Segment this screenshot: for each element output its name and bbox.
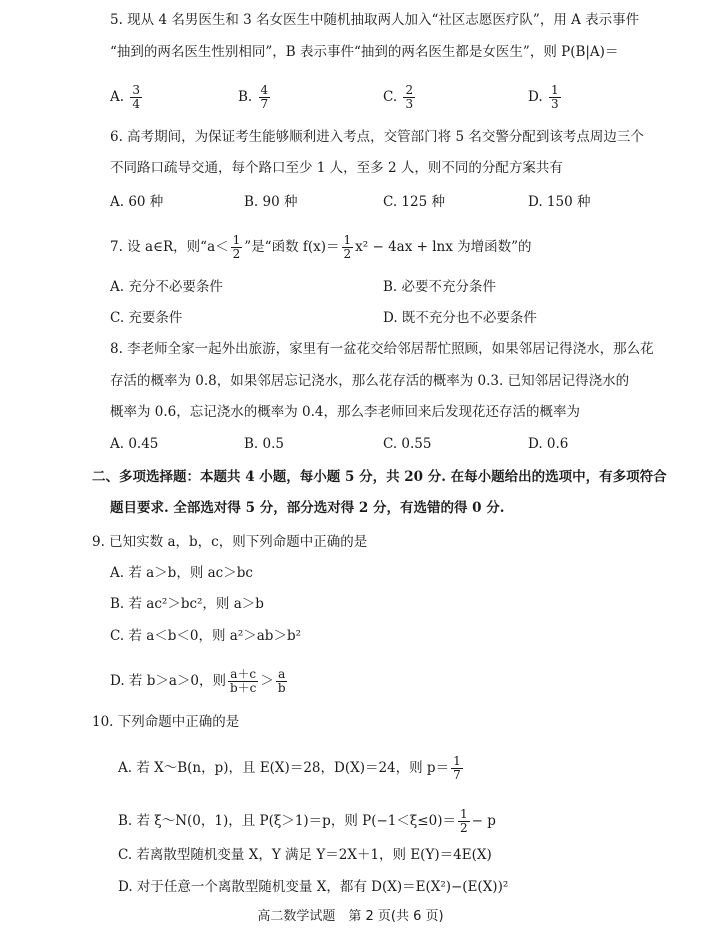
- q10-option-a: [118, 755, 465, 782]
- q9-stem: 9. 已知实数 a，b，c，则下列命题中正确的是: [92, 534, 368, 550]
- q5-option-a-label: A.: [110, 89, 125, 105]
- q7-option-d: D. 既不充分也不必要条件: [383, 310, 537, 326]
- q5-option-b: [238, 84, 272, 111]
- q5-option-c: [383, 84, 417, 111]
- q10-option-b: [118, 808, 496, 835]
- q7-stem: [110, 234, 532, 261]
- q7-stem-mid: ”是“函数 f(x)＝: [244, 239, 340, 255]
- q10-option-a-pre: A. 若 X～B(n，p)，且 E(X)＝28，D(X)＝24，则 p＝: [118, 760, 450, 776]
- q8-option-d: D. 0.6: [528, 436, 569, 452]
- q10-option-b-fraction: $\frac{1}{2}$: [459, 807, 468, 835]
- q9-option-c: C. 若 a＜b＜0，则 a²＞ab＞b²: [110, 628, 301, 644]
- page-footer: 高二数学试题 第 2 页(共 6 页): [257, 909, 444, 924]
- q5-option-c-label: C.: [383, 89, 398, 105]
- q8-option-b: B. 0.5: [244, 436, 284, 452]
- q9-option-d-fraction-1: $\frac{a+c}{b+c}$: [230, 667, 257, 695]
- q9-option-d-gt: ＞: [260, 673, 274, 689]
- q9-option-d: [110, 668, 290, 695]
- q8-option-a: A. 0.45: [110, 436, 159, 452]
- q5-option-b-label: B.: [238, 89, 253, 105]
- q10-option-c: C. 若离散型随机变量 X，Y 满足 Y＝2X＋1，则 E(Y)＝4E(X): [118, 847, 492, 863]
- q5-option-d-label: D.: [528, 89, 543, 105]
- q5-option-a: [110, 84, 144, 111]
- q6-option-b: B. 90 种: [244, 194, 298, 210]
- q5-option-c-fraction: $\frac{2}{3}$: [405, 83, 414, 111]
- q10-option-d: D. 对于任意一个离散型随机变量 X，都有 D(X)＝E(X²)−(E(X))²: [118, 879, 509, 895]
- q10-stem: 10. 下列命题中正确的是: [92, 714, 240, 730]
- section-2-heading-line2: 题目要求. 全部选对得 5 分，部分选对得 2 分，有选错的得 0 分.: [110, 500, 505, 516]
- q7-fraction-2: $\frac{1}{2}$: [343, 233, 352, 261]
- q9-option-d-fraction-2: $\frac{a}{b}$: [277, 667, 286, 695]
- q9-option-d-pre: D. 若 b＞a＞0，则: [110, 673, 226, 689]
- q8-stem-line3: 概率为 0.6，忘记浇水的概率为 0.4，那么李老师回来后发现花还存活的概率为: [110, 404, 581, 420]
- q7-option-b: B. 必要不充分条件: [383, 279, 497, 295]
- q6-option-d: D. 150 种: [528, 194, 591, 210]
- q5-option-b-fraction: $\frac{4}{7}$: [260, 83, 269, 111]
- q5-option-d: [528, 84, 563, 111]
- q8-option-c: C. 0.55: [383, 436, 432, 452]
- q8-stem-line1: 8. 李老师全家一起外出旅游，家里有一盆花交给邻居帮忙照顾，如果邻居记得浇水，那么花: [110, 341, 654, 357]
- q7-stem-post: x² − 4ax + lnx 为增函数”的: [355, 239, 532, 255]
- q5-option-d-fraction: $\frac{1}{3}$: [550, 83, 559, 111]
- q6-option-c: C. 125 种: [383, 194, 445, 210]
- q7-stem-pre: 7. 设 a∈R，则“a＜: [110, 239, 229, 255]
- q6-stem-line1: 6. 高考期间，为保证考生能够顺利进入考点，交管部门将 5 名交警分配到该考点周边三个: [110, 129, 644, 145]
- q5-option-a-fraction: $\frac{3}{4}$: [132, 83, 140, 111]
- q8-stem-line2: 存活的概率为 0.8，如果邻居忘记浇水，那么花存活的概率为 0.3. 已知邻居记得浇水的: [110, 373, 630, 389]
- q7-fraction-1: $\frac{1}{2}$: [232, 233, 241, 261]
- q9-option-a: A. 若 a＞b，则 ac＞bc: [110, 565, 253, 581]
- q6-stem-line2: 不同路口疏导交通，每个路口至少 1 人，至多 2 人，则不同的分配方案共有: [110, 160, 563, 176]
- q6-option-a: A. 60 种: [110, 194, 164, 210]
- q7-option-a: A. 充分不必要条件: [110, 279, 223, 295]
- q5-stem-line1: 5. 现从 4 名男医生和 3 名女医生中随机抽取两人加入“社区志愿医疗队”，用 A 表示事件: [110, 12, 640, 28]
- q9-option-b: B. 若 ac²＞bc²，则 a＞b: [110, 596, 264, 612]
- q7-option-c: C. 充要条件: [110, 310, 183, 326]
- q10-option-b-post: − p: [471, 813, 496, 829]
- q5-stem-line2: “抽到的两名医生性别相同”，B 表示事件“抽到的两名医生都是女医生”，则 P(B|A)＝: [110, 44, 619, 60]
- q10-option-a-fraction: $\frac{1}{7}$: [453, 754, 461, 782]
- section-2-heading-line1: 二、多项选择题：本题共 4 小题，每小题 5 分，共 20 分. 在每小题给出的选项中，有多项符合: [92, 469, 667, 485]
- q10-option-b-pre: B. 若 ξ～N(0，1)，且 P(ξ＞1)＝p，则 P(−1＜ξ≤0)＝: [118, 813, 456, 829]
